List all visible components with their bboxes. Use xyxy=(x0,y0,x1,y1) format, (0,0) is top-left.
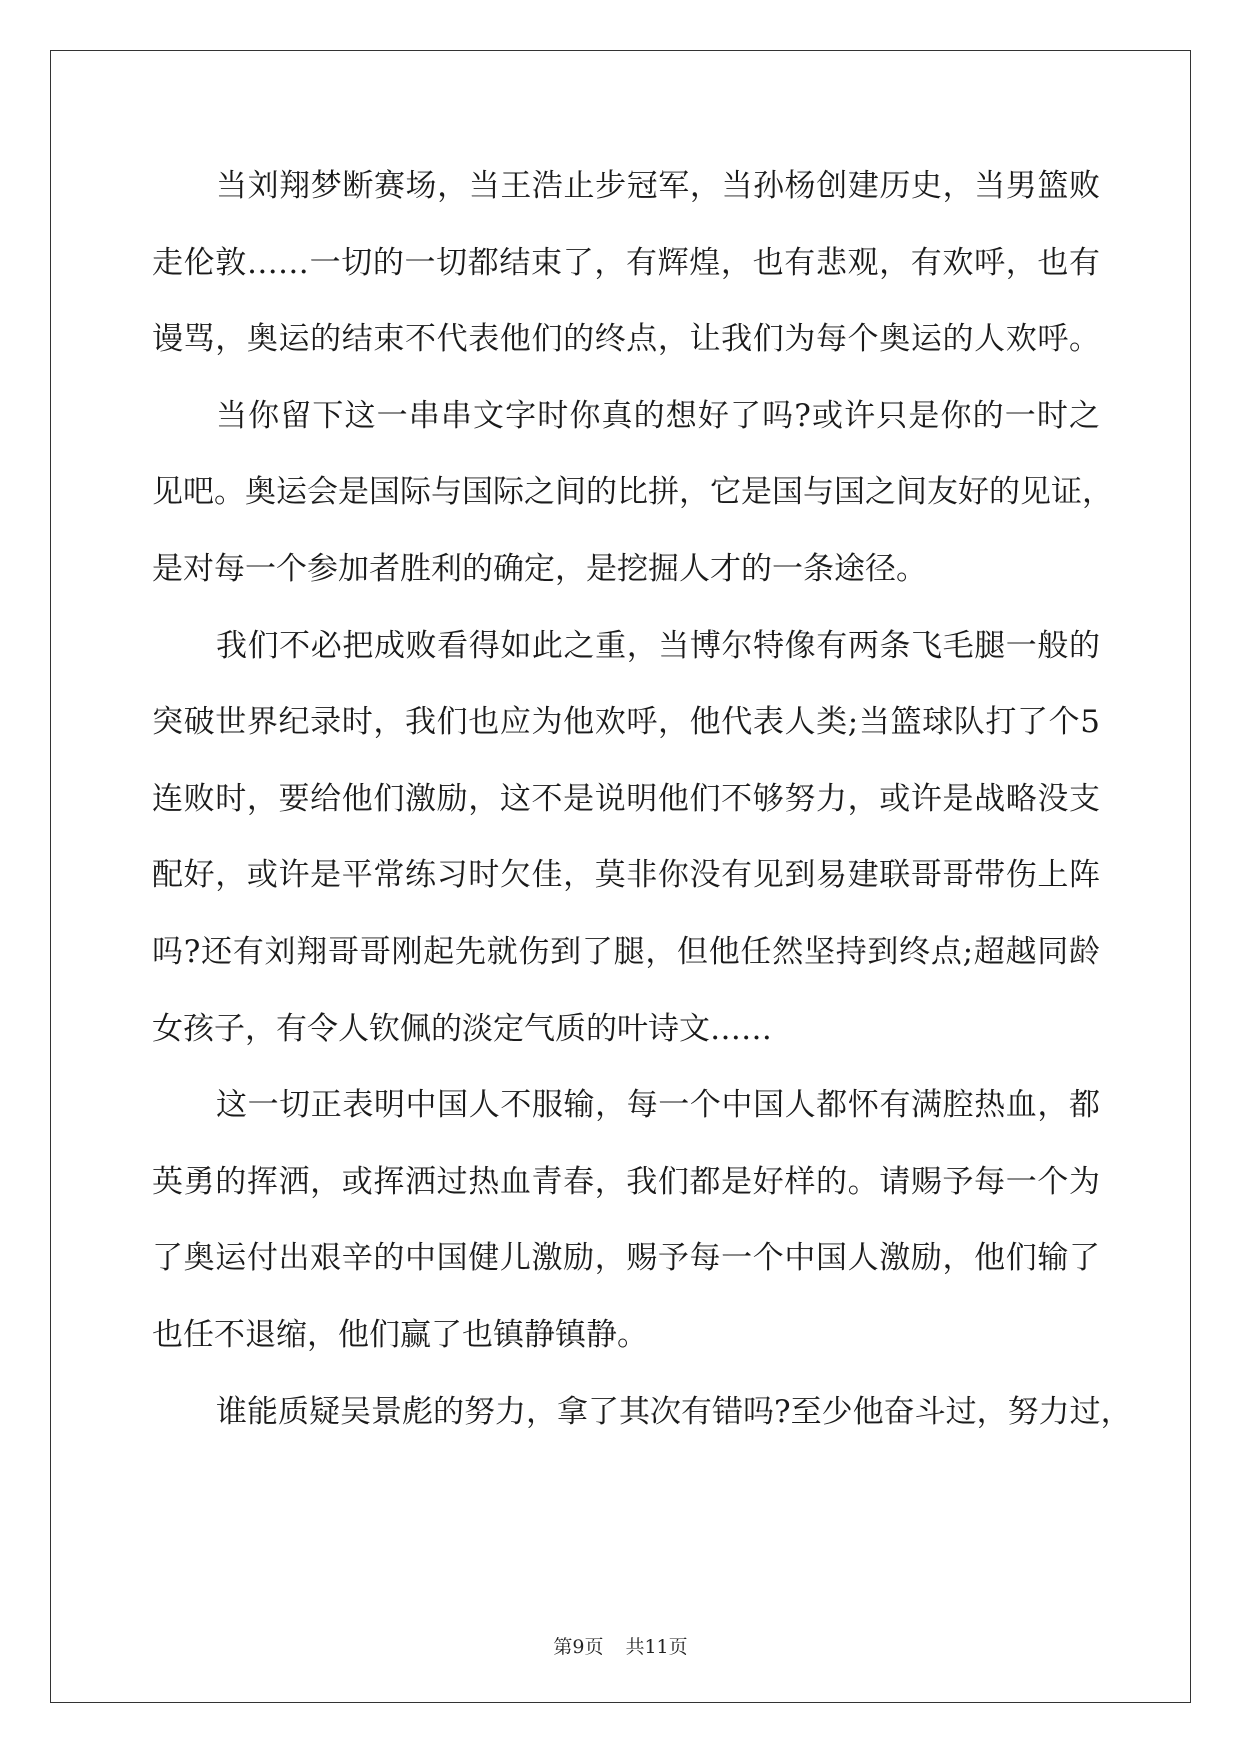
text-line: 走伦敦……一切的一切都结束了，有辉煌，也有悲观，有欢呼，也有 xyxy=(152,244,1100,281)
paragraph-first-line: 谁能质疑吴景彪的努力，拿了其次有错吗?至少他奋斗过，努力过， xyxy=(216,1393,1132,1430)
text-line: 也任不退缩，他们赢了也镇静镇静。 xyxy=(152,1316,648,1353)
paragraph-first-line: 当刘翔梦断赛场，当王浩止步冠军，当孙杨创建历史，当男篮败 xyxy=(216,168,1100,204)
page-footer xyxy=(0,1632,1241,1659)
text-line: 突破世界纪录时，我们也应为他欢呼，他代表人类;当篮球队打了个5 xyxy=(152,704,1100,741)
page-number: 第9页 xyxy=(553,1636,604,1658)
text-line: 是对每一个参加者胜利的确定，是挖掘人才的一条途径。 xyxy=(152,550,927,587)
page-total: 共11页 xyxy=(625,1636,688,1658)
paragraph-first-line: 我们不必把成败看得如此之重，当博尔特像有两条飞毛腿一般的 xyxy=(216,627,1100,664)
text-line: 谩骂，奥运的结束不代表他们的终点，让我们为每个奥运的人欢呼。 xyxy=(152,321,1100,358)
text-line: 连败时，要给他们激励，这不是说明他们不够努力，或许是战略没支 xyxy=(152,780,1100,817)
text-line: 女孩子，有令人钦佩的淡定气质的叶诗文…… xyxy=(152,1010,772,1047)
paragraph-first-line: 这一切正表明中国人不服输，每一个中国人都怀有满腔热血，都 xyxy=(216,1087,1100,1124)
text-line: 配好，或许是平常练习时欠佳，莫非你没有见到易建联哥哥带伤上阵 xyxy=(152,857,1100,894)
text-line: 英勇的挥洒，或挥洒过热血青春，我们都是好样的。请赐予每一个为 xyxy=(152,1163,1100,1200)
paragraph-first-line: 当你留下这一串串文字时你真的想好了吗?或许只是你的一时之 xyxy=(216,397,1100,434)
document-body xyxy=(152,160,1132,1462)
text-line: 见吧。奥运会是国际与国际之间的比拼，它是国与国之间友好的见证， xyxy=(152,474,1113,511)
text-line: 吗?还有刘翔哥哥刚起先就伤到了腿，但他任然坚持到终点;超越同龄 xyxy=(152,933,1100,970)
text-line: 了奥运付出艰辛的中国健儿激励，赐予每一个中国人激励，他们输了 xyxy=(152,1240,1100,1277)
